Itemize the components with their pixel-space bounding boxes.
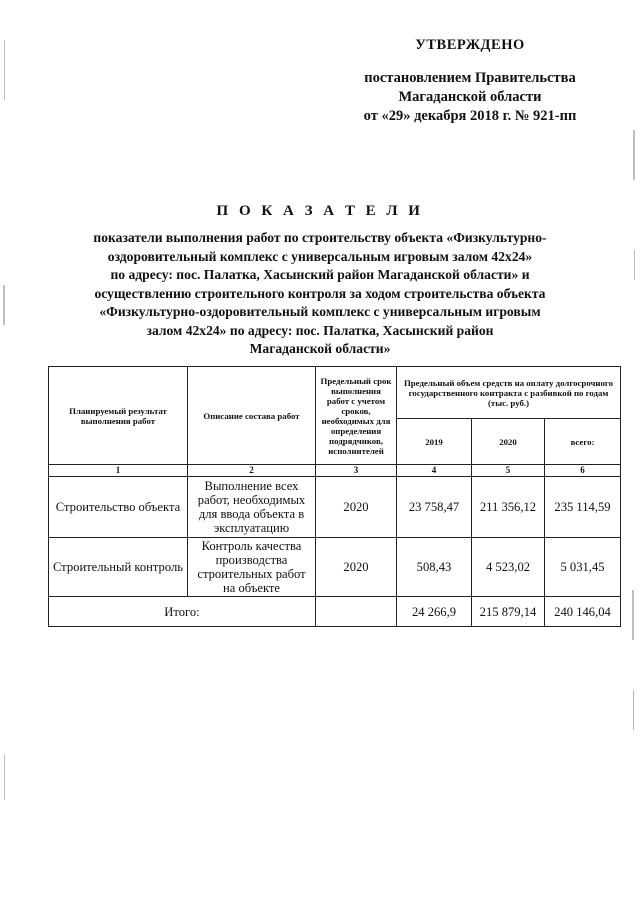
approval-line-3: от «29» декабря 2018 г. № 921-пп [363, 108, 577, 124]
row-description: Контроль качества производства строительных работ на объекте [188, 538, 316, 597]
header-deadline: Предельный срок выполнения работ с учетом сроков, необходимых для определения подрядчиков, исполнителей [316, 367, 397, 465]
header-year-2020: 2020 [472, 419, 545, 465]
scan-artifact [633, 130, 635, 180]
header-planned-result: Планируемый результат выполнения работ [49, 367, 188, 465]
row-result: Строительство объекта [49, 477, 188, 538]
approval-block [320, 36, 620, 126]
scan-artifact [634, 250, 635, 280]
totals-total: 240 146,04 [545, 597, 621, 627]
subtitle-line-5: «Физкультурно-оздоровительный комплекс с универсальным игровым [99, 304, 541, 319]
row-2020: 4 523,02 [472, 538, 545, 597]
row-2019: 508,43 [397, 538, 472, 597]
subtitle-line-7: Магаданской области» [249, 341, 391, 356]
column-number: 2 [188, 465, 316, 477]
scan-artifact [632, 590, 634, 640]
column-number: 5 [472, 465, 545, 477]
row-deadline: 2020 [316, 477, 397, 538]
header-funding: Предельный объем средств на оплату долгосрочного государственного контракта с разбивкой по годам (тыс. руб.) [397, 367, 621, 419]
row-total: 235 114,59 [545, 477, 621, 538]
column-number: 6 [545, 465, 621, 477]
column-number: 4 [397, 465, 472, 477]
document-subtitle [60, 229, 580, 359]
row-description: Выполнение всех работ, необходимых для ввода объекта в эксплуатацию [188, 477, 316, 538]
scan-artifact [3, 285, 5, 325]
header-total: всего: [545, 419, 621, 465]
approval-heading: УТВЕРЖДЕНО [415, 37, 525, 53]
row-result: Строительный контроль [49, 538, 188, 597]
totals-2019: 24 266,9 [397, 597, 472, 627]
table-row [49, 477, 621, 538]
column-number: 3 [316, 465, 397, 477]
subtitle-line-1: показатели выполнения работ по строительству объекта «Физкультурно- [93, 230, 547, 245]
totals-2020: 215 879,14 [472, 597, 545, 627]
totals-row [49, 597, 621, 627]
indicators-table [48, 366, 621, 627]
column-number: 1 [49, 465, 188, 477]
totals-deadline-empty [316, 597, 397, 627]
scan-artifact [633, 690, 634, 730]
column-numbers-row [49, 465, 621, 477]
approval-line-2: Магаданской области [398, 89, 542, 105]
row-2020: 211 356,12 [472, 477, 545, 538]
row-total: 5 031,45 [545, 538, 621, 597]
document-title: П О К А З А Т Е Л И [216, 203, 424, 219]
subtitle-line-6: залом 42х24» по адресу: пос. Палатка, Хасынский район [146, 322, 494, 338]
table-row [49, 538, 621, 597]
header-work-description: Описание состава работ [188, 367, 316, 465]
row-deadline: 2020 [316, 538, 397, 597]
subtitle-line-4: осуществлению строительного контроля за ходом строительства объекта [94, 285, 546, 301]
subtitle-line-3: по адресу: пос. Палатка, Хасынский район Магаданской области» и [110, 267, 530, 282]
scan-artifact [4, 755, 5, 800]
scan-artifact [4, 40, 5, 100]
header-year-2019: 2019 [397, 419, 472, 465]
approval-line-1: постановлением Правительства [364, 70, 576, 86]
totals-label: Итого: [49, 597, 316, 627]
subtitle-line-2: оздоровительный комплекс с универсальным игровым залом 42х24» [107, 248, 533, 264]
row-2019: 23 758,47 [397, 477, 472, 538]
